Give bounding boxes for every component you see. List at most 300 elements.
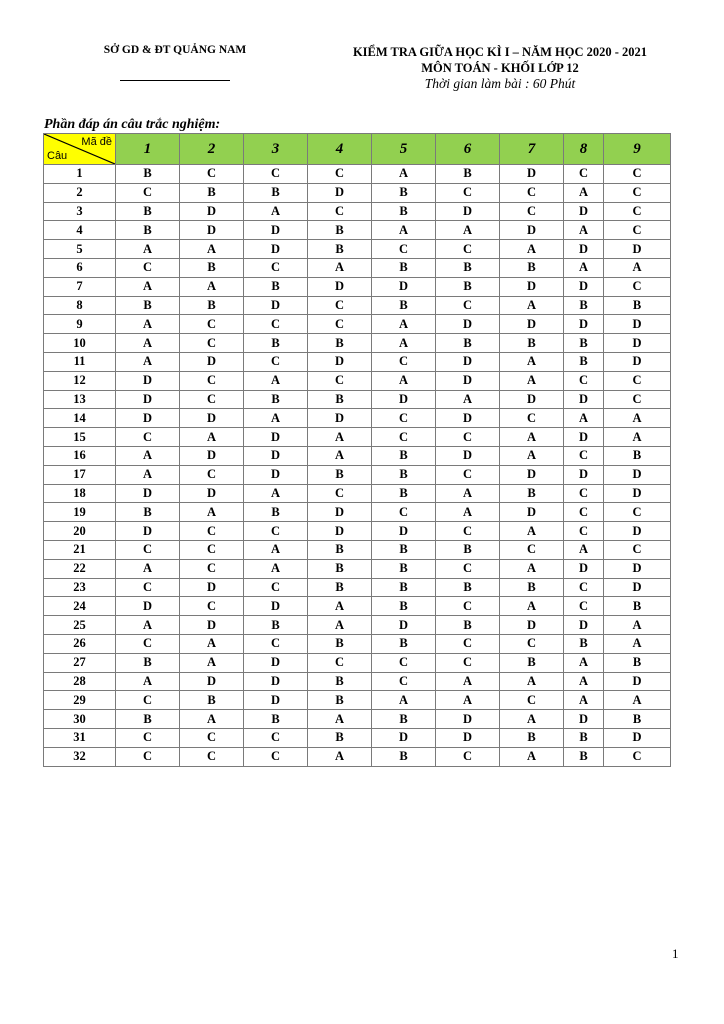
answer-cell: D <box>180 202 244 221</box>
answer-cell: C <box>372 653 436 672</box>
answer-cell: A <box>180 277 244 296</box>
answer-cell: B <box>372 540 436 559</box>
question-number-cell: 32 <box>44 747 116 766</box>
question-number-cell: 15 <box>44 428 116 447</box>
exam-code-header: 8 <box>564 134 604 165</box>
answer-cell: B <box>180 183 244 202</box>
answer-cell: C <box>604 221 671 240</box>
answer-cell: B <box>436 334 500 353</box>
department-name: SỞ GD & ĐT QUẢNG NAM <box>103 44 247 56</box>
answer-cell: D <box>564 240 604 259</box>
answer-cell: D <box>500 616 564 635</box>
question-number-cell: 4 <box>44 221 116 240</box>
answer-cell: C <box>604 165 671 184</box>
answer-cell: A <box>244 559 308 578</box>
answer-cell: A <box>372 221 436 240</box>
answer-cell: D <box>244 691 308 710</box>
answer-cell: B <box>372 747 436 766</box>
answer-cell: B <box>564 334 604 353</box>
answer-cell: B <box>436 277 500 296</box>
answer-cell: A <box>308 597 372 616</box>
answer-cell: C <box>604 183 671 202</box>
answer-cell: B <box>500 578 564 597</box>
answer-cell: C <box>308 484 372 503</box>
answer-cell: C <box>604 371 671 390</box>
page-number: 1 <box>672 946 679 961</box>
table-row <box>44 446 671 465</box>
answer-cell: D <box>308 183 372 202</box>
answer-cell: B <box>308 728 372 747</box>
answer-cell: D <box>564 390 604 409</box>
answer-cell: A <box>116 616 180 635</box>
answer-cell: B <box>500 728 564 747</box>
question-number-cell: 23 <box>44 578 116 597</box>
answer-cell: A <box>500 522 564 541</box>
answer-cell: B <box>244 710 308 729</box>
answer-cell: B <box>180 258 244 277</box>
answer-cell: C <box>308 371 372 390</box>
answer-cell: C <box>180 315 244 334</box>
answer-cell: A <box>244 484 308 503</box>
answer-cell: B <box>244 277 308 296</box>
answer-cell: C <box>116 258 180 277</box>
answer-cell: A <box>500 428 564 447</box>
answer-cell: C <box>308 653 372 672</box>
answer-cell: C <box>180 165 244 184</box>
answer-cell: C <box>116 728 180 747</box>
question-number-cell: 28 <box>44 672 116 691</box>
answer-cell: A <box>244 409 308 428</box>
answer-cell: D <box>436 728 500 747</box>
answer-cell: C <box>116 183 180 202</box>
answer-cell: D <box>564 202 604 221</box>
answer-cell: D <box>564 465 604 484</box>
question-number-cell: 3 <box>44 202 116 221</box>
answer-cell: D <box>244 465 308 484</box>
answer-cell: A <box>500 296 564 315</box>
table-row <box>44 277 671 296</box>
answer-cell: B <box>116 710 180 729</box>
answer-cell: B <box>244 503 308 522</box>
answer-cell: D <box>244 240 308 259</box>
answer-cell: C <box>372 409 436 428</box>
answer-cell: A <box>308 258 372 277</box>
answer-cell: B <box>372 465 436 484</box>
answer-cell: B <box>308 334 372 353</box>
table-body <box>44 165 671 767</box>
answer-cell: A <box>116 465 180 484</box>
table-row <box>44 183 671 202</box>
answer-cell: D <box>244 672 308 691</box>
exam-subject: MÔN TOÁN - KHỐI LỚP 12 <box>421 61 579 75</box>
answer-cell: C <box>564 578 604 597</box>
answer-cell: B <box>372 258 436 277</box>
answer-cell: D <box>436 446 500 465</box>
corner-label-code: Mã đề <box>81 136 112 148</box>
answer-cell: C <box>308 202 372 221</box>
exam-code-header: 5 <box>372 134 436 165</box>
answer-cell: A <box>372 371 436 390</box>
answer-cell: D <box>500 390 564 409</box>
answer-cell: C <box>564 522 604 541</box>
question-number-cell: 16 <box>44 446 116 465</box>
answer-cell: C <box>180 597 244 616</box>
answer-cell: C <box>116 578 180 597</box>
answer-cell: D <box>308 503 372 522</box>
answer-cell: B <box>244 616 308 635</box>
answer-cell: A <box>308 747 372 766</box>
exam-duration: Thời gian làm bài : 60 Phút <box>424 76 576 91</box>
answer-cell: A <box>564 409 604 428</box>
answer-cell: C <box>244 522 308 541</box>
answer-cell: B <box>564 728 604 747</box>
question-number-cell: 12 <box>44 371 116 390</box>
answer-cell: A <box>180 240 244 259</box>
table-header-row <box>44 134 671 165</box>
answer-cell: A <box>564 672 604 691</box>
answer-cell: C <box>244 315 308 334</box>
table-row <box>44 258 671 277</box>
answer-cell: B <box>372 710 436 729</box>
answer-cell: A <box>308 710 372 729</box>
answer-cell: C <box>436 522 500 541</box>
answer-cell: C <box>244 165 308 184</box>
answer-cell: A <box>500 559 564 578</box>
answer-cell: B <box>116 202 180 221</box>
answer-cell: D <box>604 352 671 371</box>
answer-cell: B <box>604 446 671 465</box>
answer-cell: A <box>116 277 180 296</box>
answer-cell: A <box>604 616 671 635</box>
answer-cell: B <box>604 710 671 729</box>
question-number-cell: 19 <box>44 503 116 522</box>
answer-cell: D <box>372 390 436 409</box>
answer-cell: B <box>500 653 564 672</box>
answer-cell: B <box>116 221 180 240</box>
answer-cell: D <box>180 616 244 635</box>
question-number-cell: 17 <box>44 465 116 484</box>
answer-cell: A <box>564 540 604 559</box>
answer-cell: C <box>372 352 436 371</box>
answer-key-table <box>43 133 671 767</box>
answer-cell: D <box>116 390 180 409</box>
answer-cell: D <box>180 221 244 240</box>
answer-cell: D <box>604 334 671 353</box>
table-row <box>44 484 671 503</box>
question-number-cell: 2 <box>44 183 116 202</box>
answer-cell: A <box>436 390 500 409</box>
answer-cell: A <box>372 315 436 334</box>
answer-cell: D <box>180 578 244 597</box>
answer-cell: A <box>604 428 671 447</box>
answer-cell: D <box>564 616 604 635</box>
table-row <box>44 409 671 428</box>
question-number-cell: 8 <box>44 296 116 315</box>
answer-cell: B <box>116 165 180 184</box>
answer-cell: A <box>604 409 671 428</box>
answer-cell: B <box>604 597 671 616</box>
answer-cell: D <box>116 522 180 541</box>
answer-cell: C <box>500 183 564 202</box>
answer-cell: A <box>500 352 564 371</box>
table-row <box>44 616 671 635</box>
answer-cell: B <box>116 503 180 522</box>
answer-cell: B <box>308 240 372 259</box>
answer-cell: C <box>308 296 372 315</box>
answer-cell: C <box>116 747 180 766</box>
answer-cell: D <box>500 503 564 522</box>
answer-cell: B <box>436 578 500 597</box>
answer-cell: C <box>244 747 308 766</box>
answer-cell: C <box>308 315 372 334</box>
answer-cell: D <box>308 522 372 541</box>
table-row <box>44 503 671 522</box>
corner-cell <box>44 134 116 165</box>
answer-cell: A <box>436 484 500 503</box>
answer-cell: C <box>500 202 564 221</box>
answer-cell: C <box>180 371 244 390</box>
answer-cell: A <box>116 334 180 353</box>
answer-cell: B <box>564 634 604 653</box>
answer-cell: A <box>244 540 308 559</box>
answer-cell: C <box>116 428 180 447</box>
answer-cell: A <box>372 691 436 710</box>
answer-cell: C <box>500 540 564 559</box>
answer-cell: C <box>180 465 244 484</box>
answer-cell: A <box>500 672 564 691</box>
answer-cell: D <box>436 315 500 334</box>
school-header <box>60 44 290 81</box>
answer-cell: A <box>436 221 500 240</box>
answer-cell: A <box>308 616 372 635</box>
answer-cell: D <box>604 559 671 578</box>
answer-cell: A <box>372 165 436 184</box>
answer-cell: C <box>500 409 564 428</box>
answer-cell: B <box>244 334 308 353</box>
table-row <box>44 522 671 541</box>
answer-cell: A <box>500 371 564 390</box>
answer-cell: C <box>436 747 500 766</box>
question-number-cell: 31 <box>44 728 116 747</box>
answer-cell: C <box>308 165 372 184</box>
table-row <box>44 296 671 315</box>
answer-cell: C <box>180 334 244 353</box>
answer-cell: B <box>372 559 436 578</box>
table-row <box>44 352 671 371</box>
answer-cell: D <box>308 352 372 371</box>
answer-cell: C <box>244 634 308 653</box>
answer-cell: D <box>308 277 372 296</box>
answer-cell: B <box>180 296 244 315</box>
question-number-cell: 27 <box>44 653 116 672</box>
answer-cell: D <box>308 409 372 428</box>
table-row <box>44 653 671 672</box>
table-row <box>44 240 671 259</box>
table-row <box>44 371 671 390</box>
question-number-cell: 9 <box>44 315 116 334</box>
answer-cell: B <box>308 559 372 578</box>
answer-cell: C <box>372 672 436 691</box>
answer-cell: C <box>564 484 604 503</box>
question-number-cell: 14 <box>44 409 116 428</box>
answer-cell: B <box>308 672 372 691</box>
answer-cell: C <box>372 428 436 447</box>
answer-cell: C <box>116 634 180 653</box>
answer-cell: A <box>436 672 500 691</box>
answer-cell: D <box>604 728 671 747</box>
answer-cell: D <box>436 710 500 729</box>
answer-cell: A <box>180 710 244 729</box>
answer-cell: C <box>564 597 604 616</box>
answer-cell: D <box>436 371 500 390</box>
answer-cell: A <box>116 446 180 465</box>
question-number-cell: 24 <box>44 597 116 616</box>
table-row <box>44 315 671 334</box>
table-row <box>44 334 671 353</box>
table-row <box>44 221 671 240</box>
answer-cell: B <box>308 465 372 484</box>
answer-cell: C <box>180 728 244 747</box>
exam-code-header: 7 <box>500 134 564 165</box>
answer-cell: D <box>116 597 180 616</box>
answer-cell: C <box>180 559 244 578</box>
answer-cell: A <box>604 634 671 653</box>
exam-title: KIỂM TRA GIỮA HỌC KÌ I – NĂM HỌC 2020 - 2021 <box>352 45 648 59</box>
question-number-cell: 6 <box>44 258 116 277</box>
answer-cell: B <box>116 653 180 672</box>
answer-cell: B <box>116 296 180 315</box>
table-row <box>44 165 671 184</box>
table-row <box>44 691 671 710</box>
answer-cell: D <box>604 315 671 334</box>
question-number-cell: 18 <box>44 484 116 503</box>
question-number-cell: 30 <box>44 710 116 729</box>
table-row <box>44 465 671 484</box>
answer-cell: A <box>116 315 180 334</box>
answer-cell: C <box>436 597 500 616</box>
answer-cell: A <box>180 653 244 672</box>
answer-cell: C <box>604 503 671 522</box>
answer-cell: B <box>308 578 372 597</box>
answer-cell: C <box>180 522 244 541</box>
answer-cell: D <box>372 728 436 747</box>
table-row <box>44 597 671 616</box>
answer-cell: D <box>500 221 564 240</box>
answer-cell: B <box>244 183 308 202</box>
answer-cell: D <box>436 409 500 428</box>
answer-cell: A <box>500 240 564 259</box>
answer-cell: D <box>564 710 604 729</box>
answer-cell: D <box>500 277 564 296</box>
answer-cell: D <box>564 559 604 578</box>
answer-cell: D <box>180 446 244 465</box>
table-row <box>44 559 671 578</box>
answer-cell: D <box>180 484 244 503</box>
answer-cell: C <box>436 428 500 447</box>
answer-cell: D <box>372 616 436 635</box>
answer-cell: A <box>180 503 244 522</box>
answer-cell: B <box>308 221 372 240</box>
answer-cell: A <box>564 221 604 240</box>
answer-cell: C <box>116 540 180 559</box>
answer-cell: A <box>308 446 372 465</box>
table-row <box>44 728 671 747</box>
answer-cell: B <box>436 165 500 184</box>
answer-cell: C <box>244 728 308 747</box>
table-row <box>44 578 671 597</box>
answer-cell: C <box>436 183 500 202</box>
answer-cell: D <box>436 202 500 221</box>
answer-cell: A <box>500 710 564 729</box>
answer-cell: C <box>244 352 308 371</box>
answer-cell: A <box>116 240 180 259</box>
answer-cell: B <box>604 296 671 315</box>
table-row <box>44 710 671 729</box>
answer-cell: A <box>564 691 604 710</box>
answer-cell: B <box>500 484 564 503</box>
answer-cell: D <box>116 484 180 503</box>
answer-cell: D <box>564 315 604 334</box>
question-number-cell: 26 <box>44 634 116 653</box>
answer-cell: A <box>244 371 308 390</box>
exam-code-header: 6 <box>436 134 500 165</box>
answer-cell: D <box>604 578 671 597</box>
answer-cell: B <box>500 258 564 277</box>
answer-cell: A <box>604 258 671 277</box>
table-row <box>44 747 671 766</box>
answer-cell: D <box>564 428 604 447</box>
answer-cell: A <box>116 559 180 578</box>
answer-cell: A <box>180 634 244 653</box>
answer-cell: C <box>564 446 604 465</box>
answer-cell: A <box>436 691 500 710</box>
question-number-cell: 5 <box>44 240 116 259</box>
answer-cell: A <box>564 653 604 672</box>
question-number-cell: 13 <box>44 390 116 409</box>
answer-cell: D <box>604 240 671 259</box>
answer-cell: A <box>116 672 180 691</box>
answer-cell: B <box>180 691 244 710</box>
answer-cell: B <box>604 653 671 672</box>
answer-cell: C <box>436 296 500 315</box>
answer-cell: B <box>308 691 372 710</box>
table-row <box>44 634 671 653</box>
answer-cell: C <box>564 503 604 522</box>
answer-cell: B <box>372 446 436 465</box>
answer-cell: B <box>436 258 500 277</box>
exam-code-header: 1 <box>116 134 180 165</box>
answer-cell: B <box>372 183 436 202</box>
table-row <box>44 540 671 559</box>
table-row <box>44 428 671 447</box>
question-number-cell: 29 <box>44 691 116 710</box>
answer-cell: C <box>500 634 564 653</box>
answer-cell: C <box>604 277 671 296</box>
answer-cell: C <box>436 653 500 672</box>
table-row <box>44 390 671 409</box>
answer-cell: D <box>604 522 671 541</box>
answer-cell: D <box>180 352 244 371</box>
answer-cell: B <box>308 540 372 559</box>
corner-label-question: Câu <box>47 150 68 162</box>
exam-code-header: 4 <box>308 134 372 165</box>
answer-cell: A <box>500 597 564 616</box>
answer-cell: D <box>500 315 564 334</box>
answer-cell: C <box>436 559 500 578</box>
answer-cell: D <box>604 465 671 484</box>
answer-cell: C <box>180 390 244 409</box>
section-title: Phần đáp án câu trắc nghiệm: <box>44 117 221 132</box>
